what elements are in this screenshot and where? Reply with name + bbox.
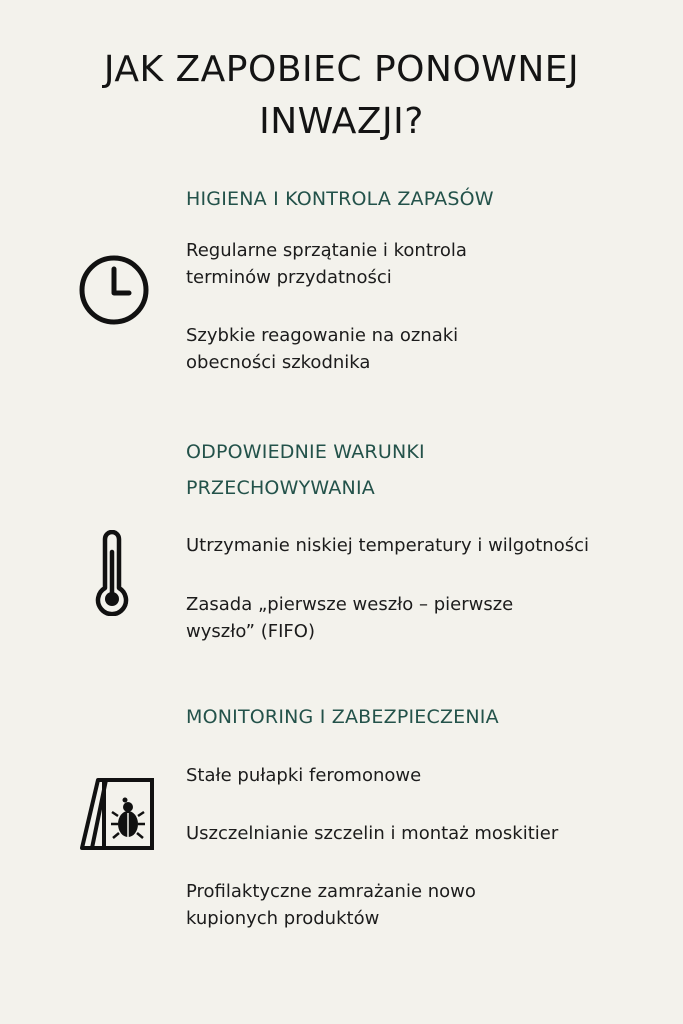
list-item-line: Regularne sprzątanie i kontrola (186, 240, 467, 261)
page-title (0, 44, 683, 148)
list-item-line: obecności szkodnika (186, 352, 371, 373)
section-heading (186, 181, 494, 217)
list-item (186, 237, 467, 291)
list-item (186, 322, 458, 376)
list-item-line: wyszło” (FIFO) (186, 621, 315, 642)
list-item-line: Szybkie reagowanie na oznaki (186, 325, 459, 346)
section-heading (186, 434, 425, 506)
section-heading-line: PRZECHOWYWANIA (186, 477, 375, 499)
section-heading-line: HIGIENA I KONTROLA ZAPASÓW (186, 188, 494, 210)
list-item (186, 532, 589, 559)
list-item-line: Profilaktyczne zamrażanie nowo (186, 881, 476, 902)
list-item (186, 591, 513, 645)
list-item-line: Utrzymanie niskiej temperatury i wilgotności (186, 535, 589, 556)
list-item-line: terminów przydatności (186, 267, 392, 288)
list-item (186, 762, 421, 789)
list-item-line: kupionych produktów (186, 908, 380, 929)
list-item (186, 878, 476, 932)
section-heading-line: ODPOWIEDNIE WARUNKI (186, 441, 425, 463)
list-item (186, 820, 558, 847)
clock-icon (78, 254, 150, 326)
list-item-line: Uszczelnianie szczelin i montaż moskitier (186, 823, 559, 844)
list-item-line: Stałe pułapki feromonowe (186, 765, 422, 786)
list-item-line: Zasada „pierwsze weszło – pierwsze (186, 594, 514, 615)
section-heading (186, 699, 499, 735)
page-title-line-2: INWAZJI? (259, 101, 424, 142)
section-heading-line: MONITORING I ZABEZPIECZENIA (186, 706, 499, 728)
page-title-line-1: JAK ZAPOBIEC PONOWNEJ (103, 49, 580, 90)
thermometer-icon (92, 530, 132, 616)
pest-trap-icon (78, 774, 156, 852)
